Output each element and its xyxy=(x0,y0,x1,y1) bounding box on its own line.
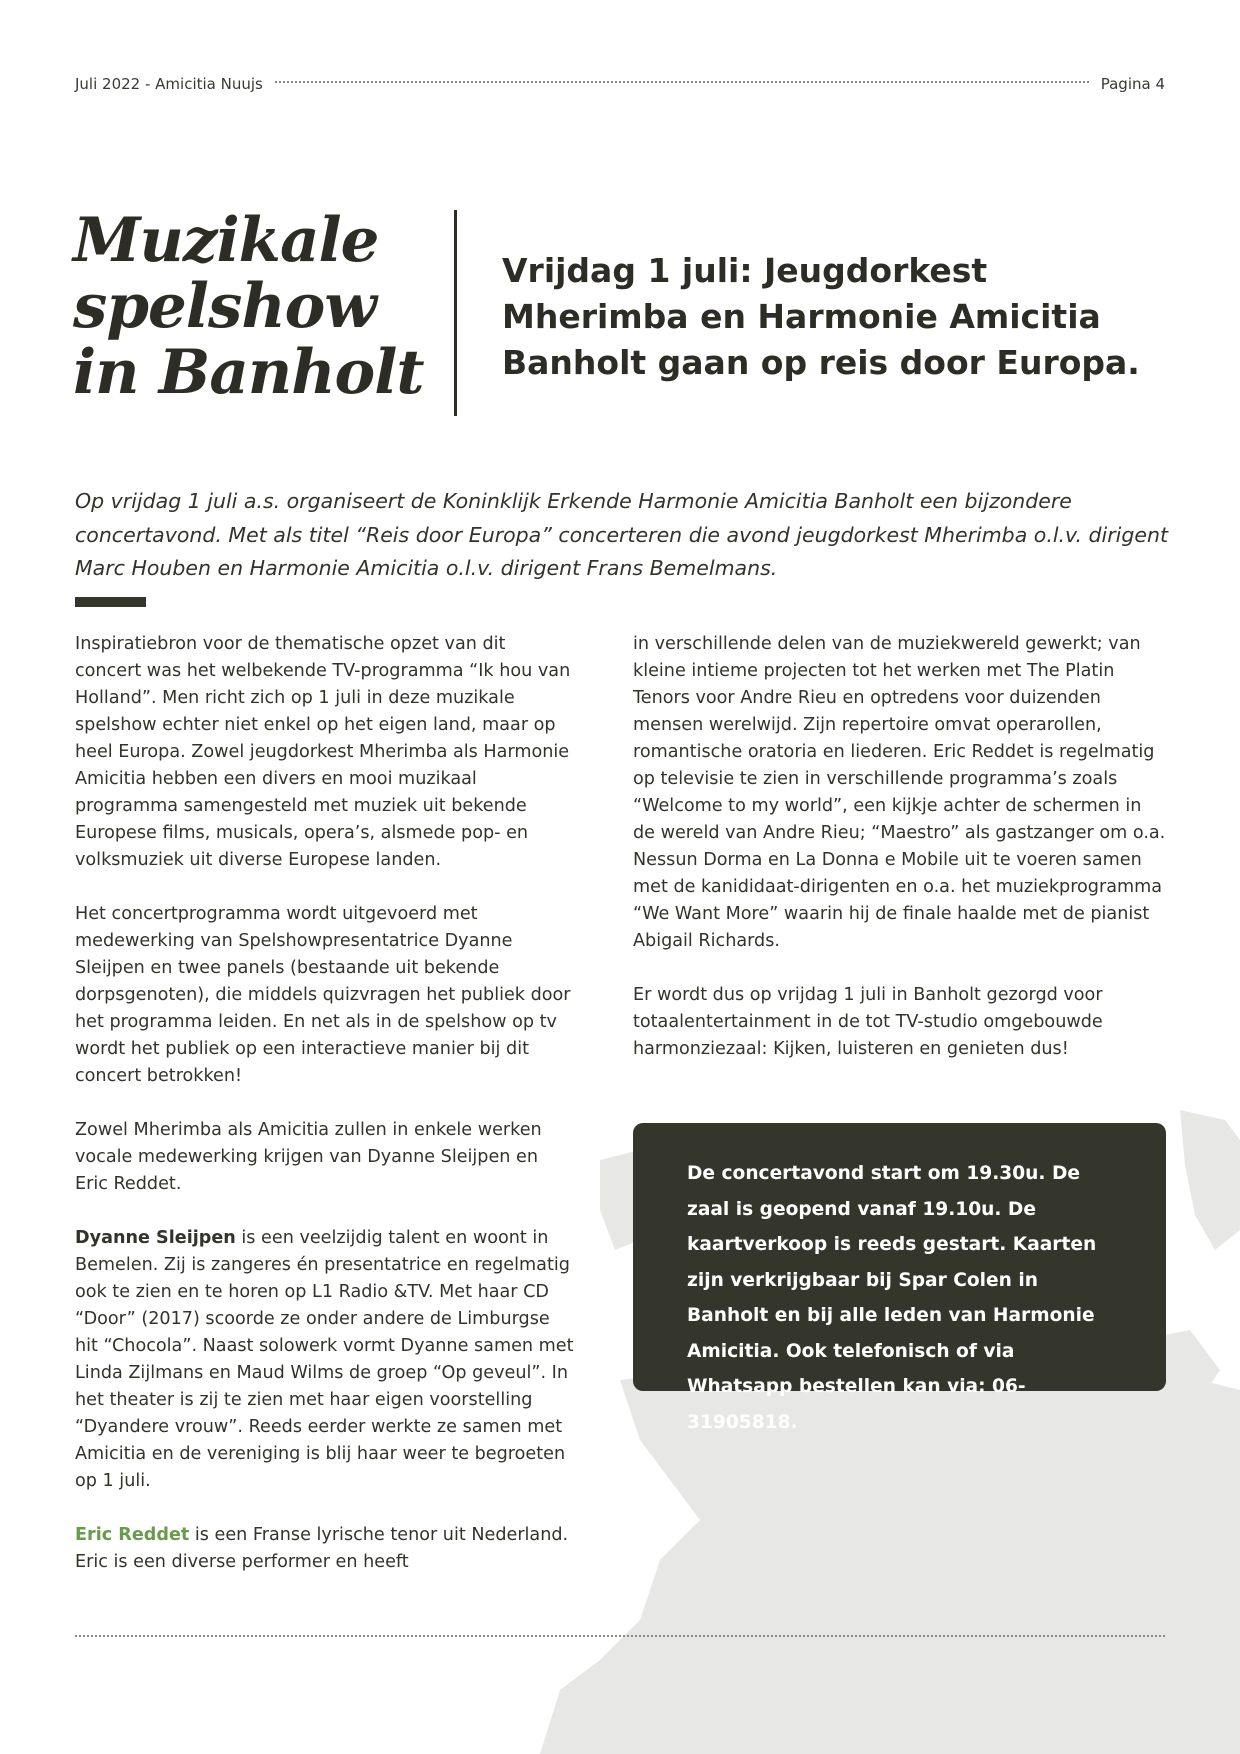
ticket-info-box xyxy=(633,1123,1166,1433)
name-eric: Eric Reddet xyxy=(75,1525,190,1545)
paragraph: Inspiratiebron voor de thematische opzet van dit concert was het welbekende TV-programma “Ik hou van Holland”. Men richt zich op 1 juli in deze muzikale spelshow echter niet enkel op het eigen land, maar op heel Europa. Zowel jeugdorkest Mherimba als Harmonie Amicitia hebben een divers en mooi muzikaal programma samengesteld met muziek uit bekende Europese films, musicals, opera’s, alsmede pop- en volksmuziek uit diverse Europese landen. xyxy=(75,634,571,870)
paragraph: Het concertprogramma wordt uitgevoerd met medewerking van Spelshowpresentatrice Dyanne Sleijpen en twee panels (bestaande uit bekende dorpsgenoten), die middels quizvragen het publiek door het programma leiden. En net als in de spelshow op tv wordt het publiek op een interactieve manier bij dit concert betrokken! xyxy=(75,904,571,1086)
left-column xyxy=(75,631,575,1603)
page-header xyxy=(75,73,1165,95)
right-column xyxy=(633,631,1168,1090)
paragraph-text: is een Franse lyrische tenor uit Nederland. Eric is een diverse performer en heeft xyxy=(75,1525,569,1572)
footer-dotted-rule xyxy=(75,1635,1165,1637)
ticket-info-text: De concertavond start om 19.30u. De zaal is geopend vanaf 19.10u. De kaartverkoop is reeds gestart. Kaarten zijn verkrijgbaar bij Spar Colen in Banholt en bij alle leden van Harmonie Amicitia. Ook telefonisch of via Whatsapp bestellen kan via: 06-31905818. xyxy=(687,1163,1097,1433)
paragraph-dyanne xyxy=(75,1225,575,1495)
paragraph: in verschillende delen van de muziekwereld gewerkt; van kleine intieme projecten tot het werken met The Platin Tenors voor Andre Rieu en optredens voor duizenden mensen werelwijd. Zijn repertoire omvat operarollen, romantische oratoria en liederen. Eric Reddet is regelmatig op televisie te zien in verschillende programma’s zoals “Welcome to my world”, een kijkje achter de schermen in de wereld van Andre Rieu; “Maestro” als gastzanger om o.a. Nessun Dorma en La Donna e Mobile uit te voeren samen met de kanididaat-dirigenten en o.a. het muziekprogramma “We Want More” waarin hij de finale haalde met de pianist Abigail Richards. xyxy=(633,634,1166,951)
article-title: Muzikale spelshow in Banholt xyxy=(73,205,424,408)
paragraph: Zowel Mherimba als Amicitia zullen in enkele werken vocale medewerking krijgen van Dyanne Sleijpen en Eric Reddet. xyxy=(75,1120,542,1194)
paragraph-eric xyxy=(75,1522,575,1576)
name-dyanne: Dyanne Sleijpen xyxy=(75,1228,236,1248)
article-intro: Op vrijdag 1 juli a.s. organiseert de Koninklijk Erkende Harmonie Amicitia Banholt een bijzondere concertavond. Met als titel “Reis door Europa” concerteren die avond jeugdorkest Mherimba o.l.v. dirigent Marc Houben en Harmonie Amicitia o.l.v. dirigent Frans Bemelmans. xyxy=(75,489,1169,580)
intro-accent-bar xyxy=(75,597,146,607)
paragraph-text: is een veelzijdig talent en woont in Bemelen. Zij is zangeres én presentatrice en regelmatig ook te zien en te horen op L1 Radio &TV. Met haar CD “Door” (2017) scoorde ze onder andere de Limburgse hit “Chocola”. Naast solowerk vormt Dyanne samen met Linda Zijlmans en Maud Wilms de groep “Op geveul”. In het theater is zij te zien met haar eigen voorstelling “Dyandere vrouw”. Reeds eerder werkte ze samen met Amicitia en de vereniging is blij haar weer te begroeten op 1 juli. xyxy=(75,1228,574,1491)
header-dotted-rule xyxy=(275,81,1089,83)
article-subtitle: Vrijdag 1 juli: Jeugdorkest Mherimba en Harmonie Amicitia Banholt gaan op reis door Europa. xyxy=(502,251,1140,382)
header-publication: Juli 2022 - Amicitia Nuujs xyxy=(75,75,263,93)
paragraph: Er wordt dus op vrijdag 1 juli in Banholt gezorgd voor totaalentertainment in de tot TV-studio omgebouwde harmonziezaal: Kijken, luisteren en genieten dus! xyxy=(633,985,1103,1059)
header-page-number: Pagina 4 xyxy=(1100,75,1165,93)
title-divider xyxy=(454,210,457,416)
